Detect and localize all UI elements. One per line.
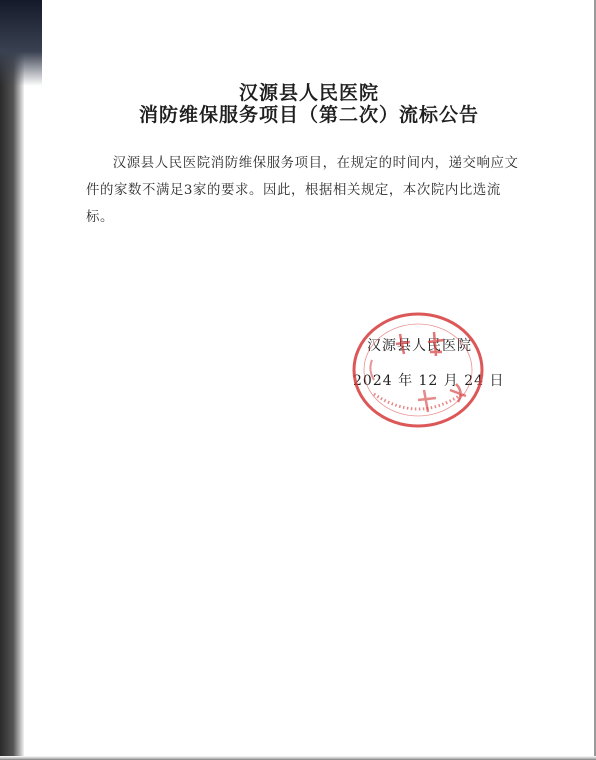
official-seal-stamp (338, 306, 496, 432)
document-title-line2: 消防维保服务项目（第二次）流标公告 (138, 104, 479, 126)
scanner-edge-left (0, 0, 24, 760)
document-page (24, 0, 594, 756)
signature-organization: 汉源县人民医院 (367, 338, 472, 354)
seal-stroke-c (418, 390, 436, 412)
announcement-body: 汉源县人民医院消防维保服务项目，在规定的时间内，递交响应文件的家数不满足3家的要求。因此，根据相关规定，本次院内比选流标。 (86, 156, 519, 225)
document-title-line1: 汉源县人民医院 (238, 82, 379, 104)
scanner-edge-bottom (0, 756, 596, 760)
signature-date: 2024 年 12 月 24 日 (353, 373, 505, 389)
seal-lower-text-marks (374, 394, 462, 409)
